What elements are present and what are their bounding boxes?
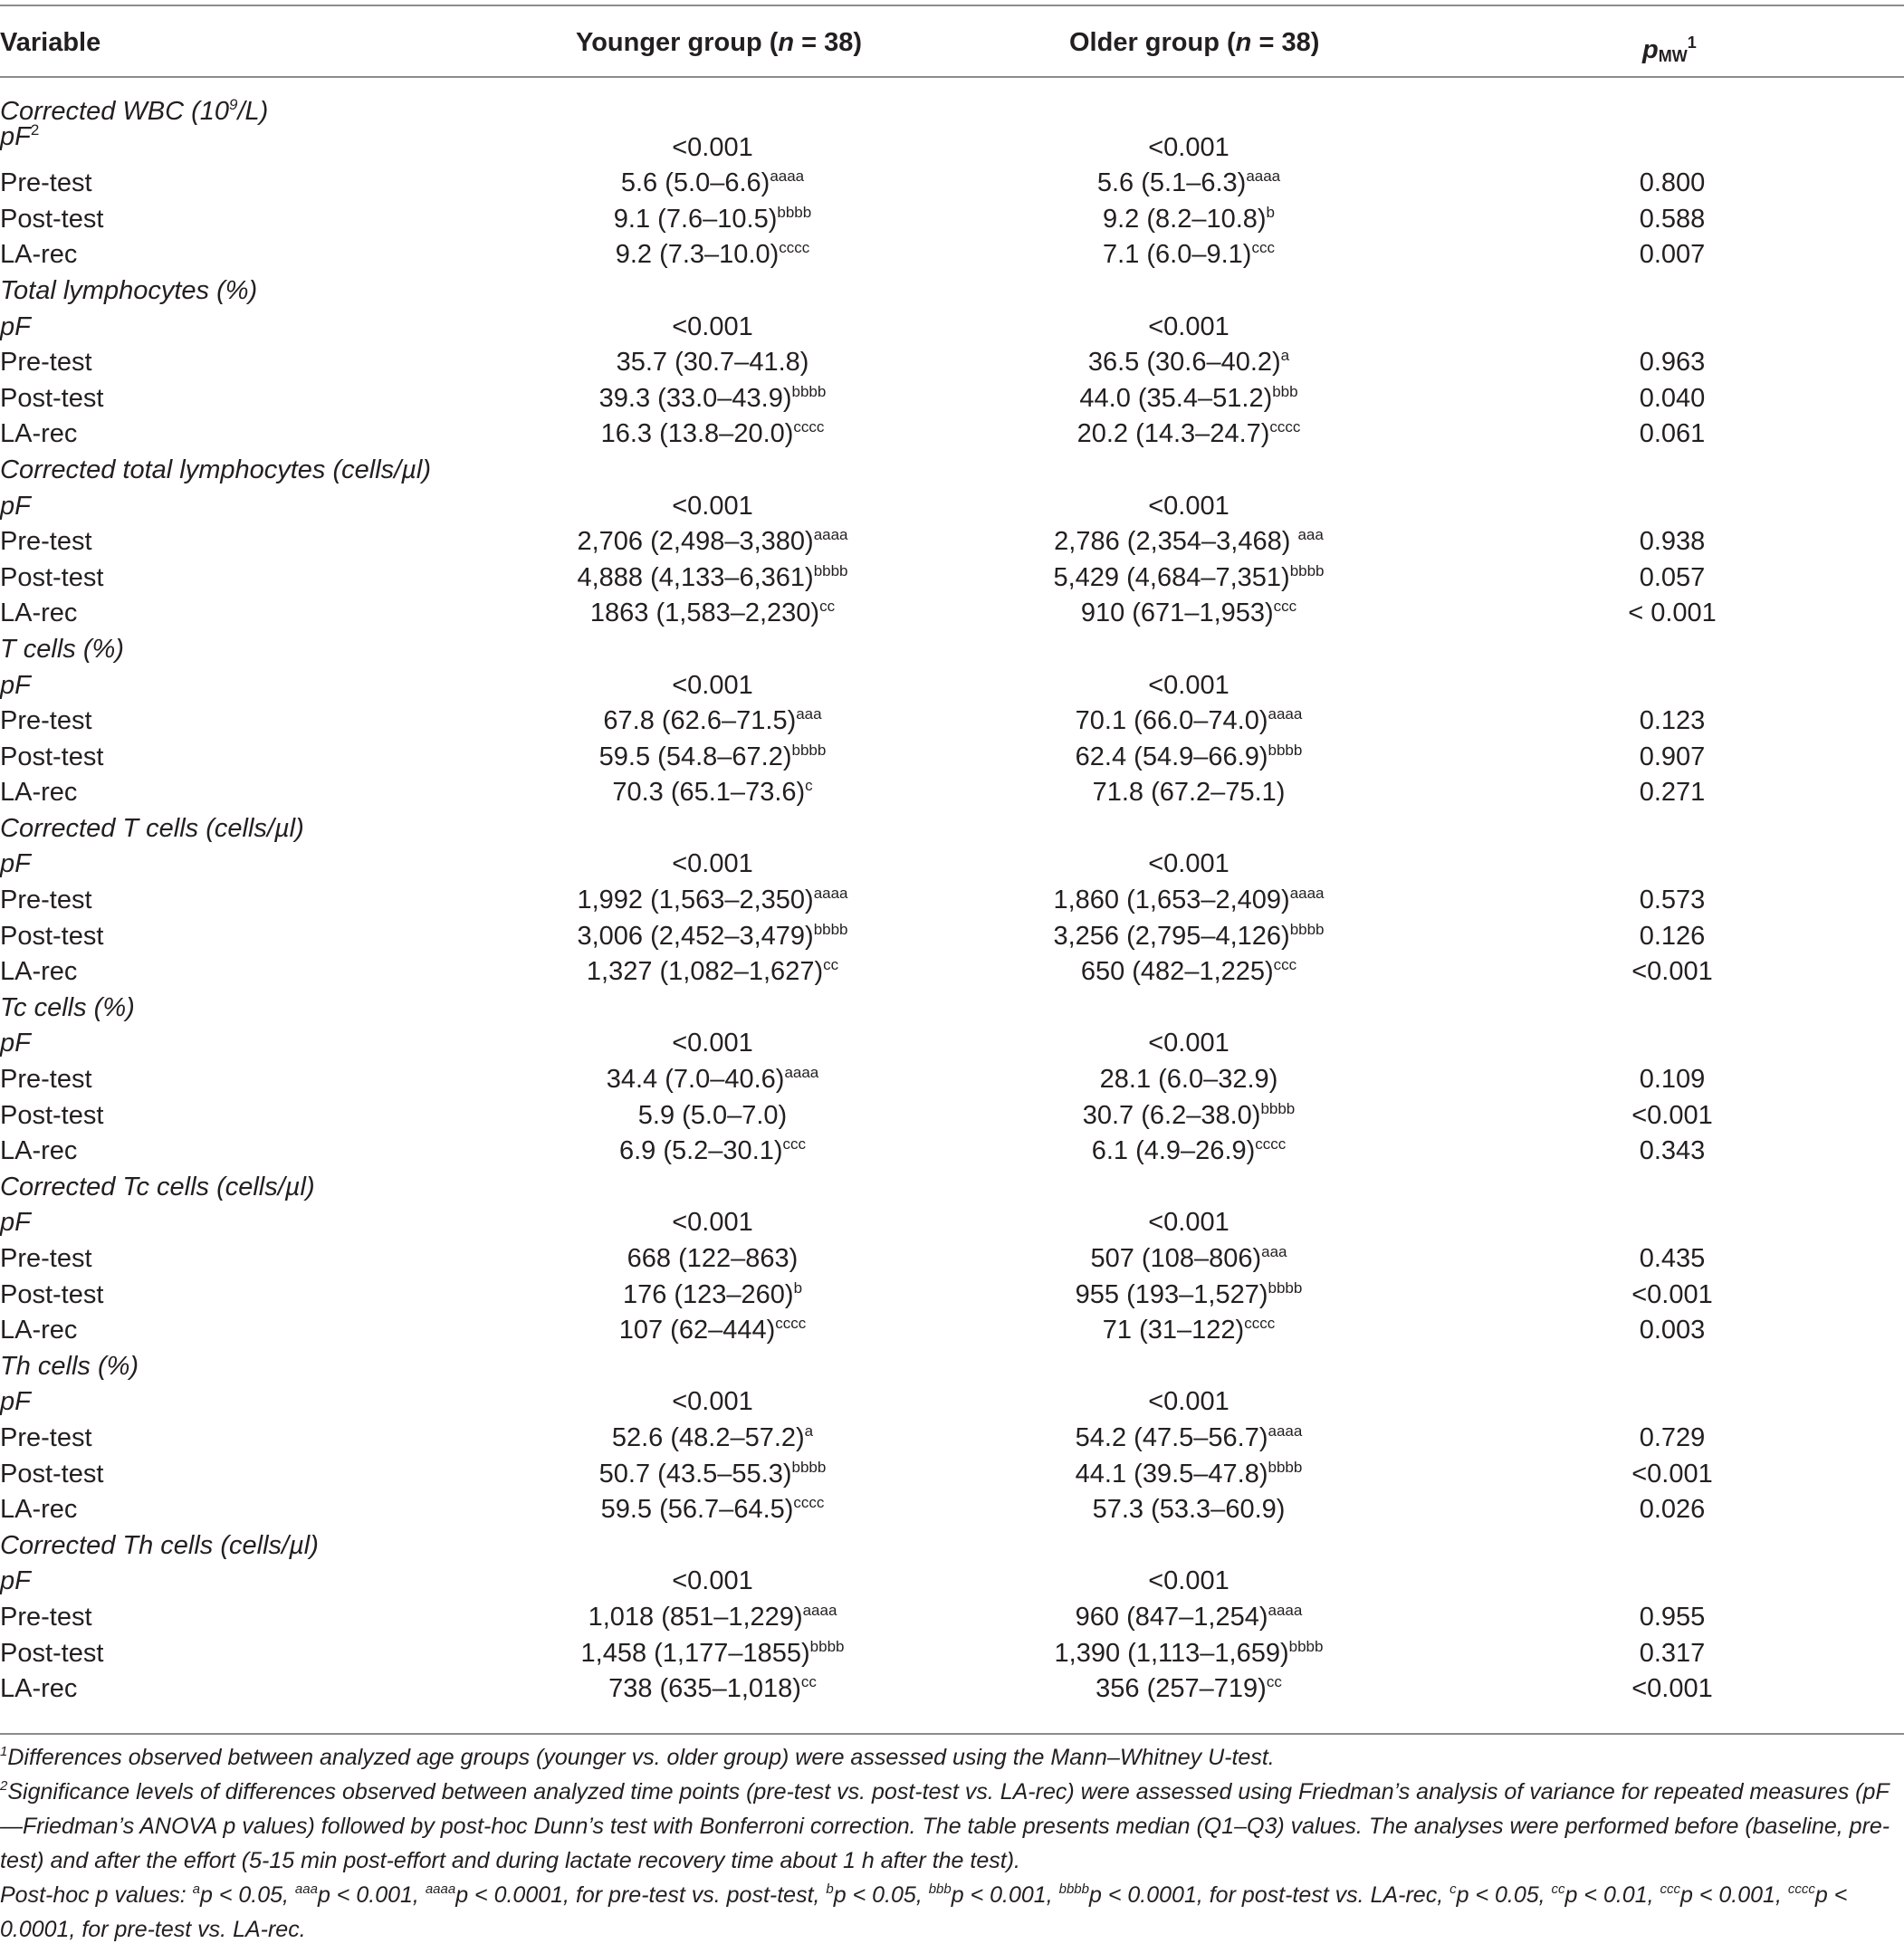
row-label: Pre-test (0, 1065, 92, 1095)
row-label: Pre-test (0, 1602, 92, 1632)
table-row: Pre-test 67.8 $(62.6-71.5)^{aaa}$ 70.1 $(66.0-74.0)^{aaaa}$ 0.123 (0, 704, 1904, 740)
row-label: Pre-test (0, 886, 92, 915)
table-row: Post-test 4,888 $(4,133-6,361)^{bbbb}$ 5,429 $(4,684-7,351)^{bbbb}$ 0.057 (0, 560, 1904, 597)
table-row: Pre-test 2,706 $(2,498-3,380)^{aaaa}$ 2,786 (2,354–3,468) $^{aaa}$ 0.938 (0, 524, 1904, 560)
table-row: Pre-test 1,992 $(1,563-2,350)^{aaaa}$ 1,860 $(1,653-2,409)^{aaaa}$ 0.573 (0, 883, 1904, 919)
footnotes (0, 1740, 1901, 1947)
pf-row: pF <0.001 <0.001 (0, 1026, 1904, 1062)
table-row: Post-test 176 $(123-260)^b$ 955 $(193-1,527)^{bbbb}$ <0.001 (0, 1278, 1904, 1314)
section-heading-row (0, 1170, 1904, 1206)
row-label: Post-test (0, 742, 104, 771)
row-label: LA-rec (0, 1136, 78, 1166)
table-row: Pre-test 34.4 $(7.0-40.6)^{aaaa}$ 28.1 (6.0–32.9) 0.109 (0, 1062, 1904, 1098)
row-label: LA-rec (0, 240, 78, 270)
section-heading-row (0, 94, 1904, 130)
table-row: Post-test 3,006 $(2,452-3,479)^{bbbb}$ 3,256 $(2,795-4,126)^{bbbb}$ 0.126 (0, 919, 1904, 955)
row-label: Pre-test (0, 706, 92, 736)
row-label: Post-test (0, 383, 104, 413)
row-label: Pre-test (0, 1422, 92, 1452)
header-bottom-rule (0, 76, 1904, 78)
table-row: LA-rec 1,327 $(1,082-1,627)^{cc}$ 650 $(482-1,225)^{ccc}$ <0.001 (0, 954, 1904, 991)
section-label: T cells (%) (0, 634, 124, 664)
pf-row: pF <0.001 <0.001 (0, 310, 1904, 346)
table-row: Pre-test 5.6 $(5.0-6.6)^{aaaa}$ 5.6 $(5.1-6.3)^{aaaa}$ 0.800 (0, 166, 1904, 202)
row-label: Post-test (0, 204, 104, 234)
section-heading-row (0, 273, 1904, 310)
section-label: Corrected Th cells (cells/µl) (0, 1530, 319, 1560)
column-header-p-mw: $p_{MW}^1$ (1642, 34, 1697, 65)
row-label: LA-rec (0, 1316, 78, 1345)
pf-row: pF <0.001 <0.001 (0, 489, 1904, 525)
table-row: LA-rec 70.3 $(65.1-73.6)^c$ 71.8 (67.2–75.1) 0.271 (0, 775, 1904, 811)
table-row: Pre-test 35.7 (30.7–41.8) 36.5 $(30.6-40.2)^a$ 0.963 (0, 345, 1904, 381)
table-row: Pre-test 1,018 $(851-1,229)^{aaaa}$ 960 $(847-1,254)^{aaaa}$ 0.955 (0, 1600, 1904, 1636)
table-body (0, 94, 1904, 1708)
table-row: Post-test 59.5 $(54.8-67.2)^{bbbb}$ 62.4 $(54.9-66.9)^{bbbb}$ 0.907 (0, 740, 1904, 776)
table-row: LA-rec 59.5 $(56.7-64.5)^{cccc}$ 57.3 (53.3–60.9) 0.026 (0, 1492, 1904, 1528)
footnote-2: $^2$Significance levels of differences observed between analyzed time points (pre-test vs. post-test vs. LA-rec) were assessed using Friedman’s analysis of variance for repeated measures (pF—Friedman’s ANOVA p values) followed by post-hoc Dunn’s test with Bonferroni correction. The table presents median (Q1–Q3) values. The analyses were performed before (baseline, pre-test) and after the effort (5-15 min post-effort and during lactate recovery time about 1 h after the test). (0, 1778, 1890, 1873)
section-label: Tc cells (%) (0, 992, 135, 1022)
row-label: LA-rec (0, 778, 78, 808)
table-top-rule (0, 5, 1904, 6)
table-row: Post-test 50.7 $(43.5-55.3)^{bbbb}$ 44.1 $(39.5-47.8)^{bbbb}$ <0.001 (0, 1457, 1904, 1493)
pf-row: pF <0.001 <0.001 (0, 1384, 1904, 1421)
column-header-variable: Variable (0, 28, 101, 57)
row-label: Post-test (0, 562, 104, 592)
footnote-1: $^1$Differences observed between analyzed age groups (younger vs. older group) were assessed using the Mann–Whitney U-test. (0, 1744, 1275, 1770)
row-label: pF (0, 670, 31, 700)
footnote-posthoc: Post-hoc p values: $^a$p < 0.05, $^{aaa}$p < 0.001, $^{aaaa}$p < 0.0001, for pre-test vs. post-test, $^b$p < 0.05, $^{bbb}$p < 0.001, $^{bbbb}$p < 0.0001, for post-test vs. LA-rec, $^c$p < 0.05, $^{cc}$p < 0.01, $^{ccc}$p < 0.001, $^{cccc}$p < 0.0001, for pre-test vs. LA-rec. (0, 1881, 1848, 1942)
section-label: Total lymphocytes (%) (0, 275, 258, 305)
row-label: LA-rec (0, 957, 78, 987)
table-row: LA-rec 738 $(635-1,018)^{cc}$ 356 $(257-719)^{cc}$ <0.001 (0, 1671, 1904, 1708)
table-row: Post-test 9.1 $(7.6-10.5)^{bbbb}$ 9.2 $(8.2-10.8)^b$ 0.588 (0, 202, 1904, 238)
pf-row: pF <0.001 <0.001 (0, 668, 1904, 704)
row-label: Pre-test (0, 527, 92, 557)
row-label: pF (0, 1208, 31, 1238)
row-label: pF (0, 849, 31, 879)
column-header-older-group: Older group (n = 38) (1069, 28, 1320, 57)
table-row: LA-rec 9.2 $(7.3-10.0)^{cccc}$ 7.1 $(6.0-9.1)^{ccc}$ 0.007 (0, 237, 1904, 273)
section-label: Corrected WBC $(10^9/L)$ (0, 96, 269, 126)
section-heading-row (0, 991, 1904, 1027)
row-label: pF (0, 311, 31, 341)
row-label: Post-test (0, 1100, 104, 1130)
row-label: Post-test (0, 1459, 104, 1489)
row-label: pF (0, 1566, 31, 1596)
pf-row: $pF^2$ <0.001 <0.001 (0, 120, 1229, 162)
pf-row: pF <0.001 <0.001 (0, 847, 1904, 883)
row-label: pF (0, 1387, 31, 1417)
row-label: LA-rec (0, 598, 78, 628)
section-heading-row (0, 453, 1904, 489)
table-row: Post-test 39.3 $(33.0-43.9)^{bbbb}$ 44.0 $(35.4-51.2)^{bbb}$ 0.040 (0, 381, 1904, 417)
row-label: Post-test (0, 1638, 104, 1668)
row-label: LA-rec (0, 419, 78, 449)
row-label: pF (0, 491, 31, 521)
row-label: Post-test (0, 921, 104, 951)
row-label: LA-rec (0, 1674, 78, 1704)
section-heading-row (0, 1528, 1904, 1565)
table-row: LA-rec 6.9 $(5.2-30.1)^{ccc}$ 6.1 $(4.9-26.9)^{cccc}$ 0.343 (0, 1134, 1904, 1170)
section-label: Corrected total lymphocytes (cells/µl) (0, 455, 432, 484)
column-header-younger-group: Younger group (n = 38) (576, 28, 863, 57)
table-row: Post-test 1,458 $(1,177-1855)^{bbbb}$ 1,390 $(1,113-1,659)^{bbbb}$ 0.317 (0, 1636, 1904, 1672)
pf-row: pF <0.001 <0.001 (0, 1564, 1904, 1600)
row-label: LA-rec (0, 1495, 78, 1525)
section-heading-row (0, 811, 1904, 847)
section-label: Corrected T cells (cells/µl) (0, 813, 304, 843)
table-row: LA-rec 16.3 $(13.8-20.0)^{cccc}$ 20.2 $(14.3-24.7)^{cccc}$ 0.061 (0, 416, 1904, 453)
table-bottom-rule (0, 1733, 1904, 1735)
section-heading-row (0, 1349, 1904, 1385)
row-label: pF (0, 1029, 31, 1058)
row-label: $pF^2$ (0, 120, 40, 151)
section-label: Th cells (%) (0, 1351, 139, 1381)
table-row: LA-rec 107 $(62-444)^{cccc}$ 71 $(31-122)^{cccc}$ 0.003 (0, 1313, 1904, 1349)
row-label: Pre-test (0, 348, 92, 378)
pf-row: pF <0.001 <0.001 (0, 1205, 1904, 1241)
table-row: Pre-test 668 (122–863) 507 $(108-806)^{aaa}$ 0.435 (0, 1241, 1904, 1278)
table-row: LA-rec 1863 $(1,583-2,230)^{cc}$ 910 $(671-1,953)^{ccc}$ < 0.001 (0, 596, 1904, 632)
section-heading-row (0, 632, 1904, 668)
row-label: Pre-test (0, 168, 92, 198)
table-row: Post-test 5.9 (5.0–7.0) 30.7 $(6.2-38.0)^{bbbb}$ <0.001 (0, 1098, 1904, 1134)
section-label: Corrected Tc cells (cells/µl) (0, 1172, 315, 1201)
row-label: Pre-test (0, 1244, 92, 1273)
row-label: Post-test (0, 1279, 104, 1309)
table-row: Pre-test 52.6 $(48.2-57.2)^a$ 54.2 $(47.5-56.7)^{aaaa}$ 0.729 (0, 1421, 1904, 1457)
